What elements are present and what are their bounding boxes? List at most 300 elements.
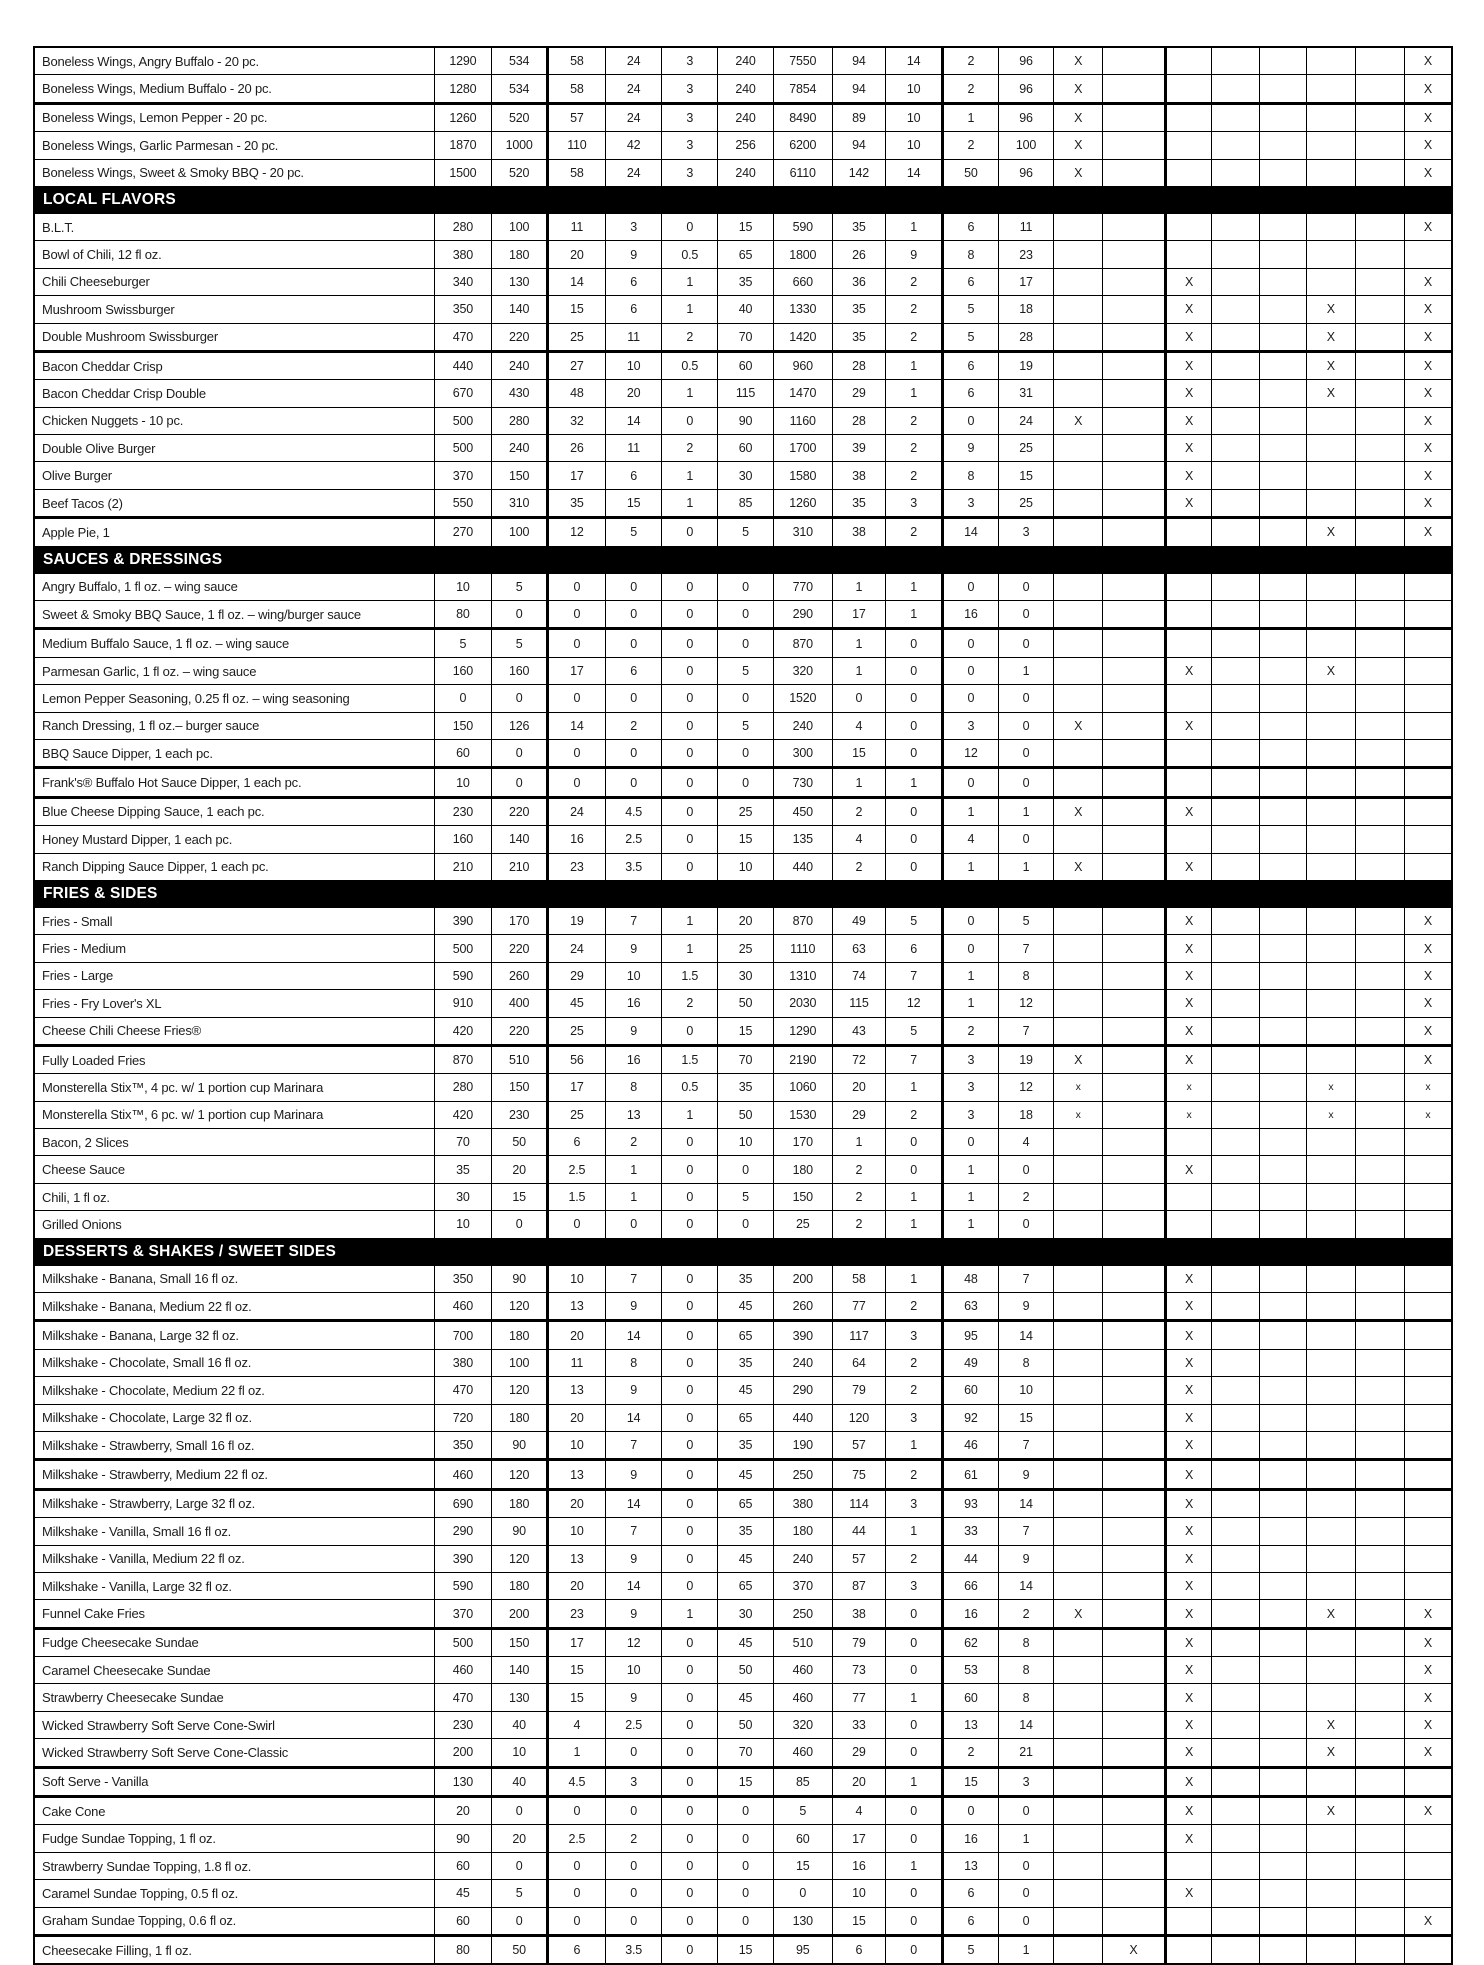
- section-header-row: [34, 546, 1452, 573]
- value-cell-5: 0: [662, 1545, 718, 1572]
- value-cell-11: 0: [998, 601, 1054, 629]
- allergen-cell-8: [1404, 739, 1452, 767]
- value-cell-5: 0: [662, 739, 718, 767]
- value-cell-2: 180: [492, 1321, 548, 1349]
- allergen-cell-6: X: [1306, 323, 1356, 351]
- value-cell-4: 6: [605, 296, 662, 323]
- allergen-cell-4: [1212, 739, 1260, 767]
- value-cell-4: 3.5: [605, 1936, 662, 1965]
- item-name-cell: Fries - Medium: [34, 935, 434, 962]
- value-cell-4: 0: [605, 629, 662, 657]
- allergen-cell-1: [1054, 1767, 1103, 1796]
- value-cell-4: 13: [605, 1101, 662, 1128]
- value-cell-4: 10: [605, 962, 662, 989]
- table-row: [34, 1074, 1452, 1101]
- value-cell-3: 48: [548, 380, 606, 407]
- value-cell-7: 135: [773, 826, 832, 853]
- item-name-cell: Bacon Cheddar Crisp: [34, 351, 434, 379]
- value-cell-4: 0: [605, 685, 662, 712]
- allergen-cell-1: [1054, 489, 1103, 517]
- allergen-cell-4: [1212, 1293, 1260, 1321]
- allergen-cell-2: [1102, 268, 1165, 295]
- value-cell-2: 150: [492, 462, 548, 489]
- allergen-cell-2: [1102, 132, 1165, 159]
- table-row: [34, 826, 1452, 853]
- allergen-cell-7: [1356, 1880, 1405, 1907]
- value-cell-3: 1.5: [548, 1183, 606, 1210]
- allergen-cell-1: X: [1054, 47, 1103, 75]
- value-cell-5: 0: [662, 1739, 718, 1767]
- allergen-cell-7: [1356, 601, 1405, 629]
- value-cell-8: 63: [832, 935, 886, 962]
- value-cell-5: 1.5: [662, 962, 718, 989]
- allergen-cell-1: [1054, 1377, 1103, 1404]
- value-cell-2: 230: [492, 1101, 548, 1128]
- value-cell-11: 0: [998, 573, 1054, 600]
- section-header: DESSERTS & SHAKES / SWEET SIDES: [34, 1238, 1452, 1265]
- value-cell-1: 380: [434, 1349, 492, 1376]
- value-cell-7: 190: [773, 1431, 832, 1459]
- value-cell-8: 0: [832, 685, 886, 712]
- allergen-cell-8: [1404, 712, 1452, 739]
- value-cell-5: 1.5: [662, 1045, 718, 1073]
- value-cell-1: 350: [434, 1431, 492, 1459]
- allergen-cell-3: X: [1165, 712, 1212, 739]
- value-cell-6: 10: [718, 853, 774, 880]
- value-cell-9: 0: [886, 1711, 943, 1738]
- value-cell-9: 1: [886, 1684, 943, 1711]
- value-cell-10: 0: [942, 1129, 998, 1156]
- value-cell-4: 0: [605, 1907, 662, 1935]
- value-cell-6: 25: [718, 935, 774, 962]
- value-cell-6: 0: [718, 1825, 774, 1852]
- value-cell-6: 50: [718, 1711, 774, 1738]
- allergen-cell-3: [1165, 47, 1212, 75]
- value-cell-6: 10: [718, 1129, 774, 1156]
- value-cell-6: 0: [718, 739, 774, 767]
- value-cell-10: 1: [942, 990, 998, 1017]
- allergen-cell-6: [1306, 1211, 1356, 1238]
- allergen-cell-7: [1356, 159, 1405, 186]
- value-cell-5: 1: [662, 489, 718, 517]
- value-cell-7: 660: [773, 268, 832, 295]
- value-cell-1: 270: [434, 518, 492, 546]
- value-cell-11: 15: [998, 1404, 1054, 1431]
- value-cell-1: 470: [434, 1684, 492, 1711]
- allergen-cell-8: X: [1404, 1711, 1452, 1738]
- value-cell-6: 0: [718, 601, 774, 629]
- allergen-cell-1: X: [1054, 132, 1103, 159]
- value-cell-4: 2: [605, 1129, 662, 1156]
- value-cell-7: 440: [773, 853, 832, 880]
- value-cell-10: 0: [942, 573, 998, 600]
- allergen-cell-3: X: [1165, 1431, 1212, 1459]
- value-cell-3: 6: [548, 1936, 606, 1965]
- value-cell-2: 534: [492, 75, 548, 103]
- allergen-cell-3: [1165, 1936, 1212, 1965]
- allergen-cell-4: [1212, 1101, 1260, 1128]
- value-cell-8: 36: [832, 268, 886, 295]
- value-cell-7: 460: [773, 1684, 832, 1711]
- value-cell-10: 6: [942, 380, 998, 407]
- allergen-cell-4: [1212, 1628, 1260, 1656]
- value-cell-3: 25: [548, 323, 606, 351]
- allergen-cell-5: [1259, 657, 1306, 684]
- value-cell-8: 15: [832, 739, 886, 767]
- allergen-cell-7: [1356, 1518, 1405, 1545]
- allergen-cell-7: [1356, 1156, 1405, 1183]
- value-cell-8: 2: [832, 1183, 886, 1210]
- value-cell-2: 5: [492, 573, 548, 600]
- value-cell-10: 0: [942, 629, 998, 657]
- value-cell-8: 1: [832, 573, 886, 600]
- value-cell-2: 210: [492, 853, 548, 880]
- allergen-cell-1: [1054, 629, 1103, 657]
- value-cell-4: 2: [605, 1825, 662, 1852]
- allergen-cell-8: X: [1404, 1045, 1452, 1073]
- value-cell-10: 2: [942, 1739, 998, 1767]
- value-cell-10: 1: [942, 1211, 998, 1238]
- value-cell-2: 180: [492, 1404, 548, 1431]
- allergen-cell-8: X: [1404, 296, 1452, 323]
- value-cell-5: 0: [662, 407, 718, 434]
- allergen-cell-8: [1404, 1156, 1452, 1183]
- allergen-cell-5: [1259, 103, 1306, 131]
- value-cell-6: 0: [718, 1156, 774, 1183]
- value-cell-2: 534: [492, 47, 548, 75]
- value-cell-10: 0: [942, 407, 998, 434]
- value-cell-6: 15: [718, 1767, 774, 1796]
- table-row: [34, 1767, 1452, 1796]
- allergen-cell-8: X: [1404, 103, 1452, 131]
- allergen-cell-7: [1356, 739, 1405, 767]
- value-cell-6: 35: [718, 1518, 774, 1545]
- allergen-cell-3: X: [1165, 380, 1212, 407]
- allergen-cell-5: [1259, 1129, 1306, 1156]
- allergen-cell-7: [1356, 1321, 1405, 1349]
- allergen-cell-6: [1306, 826, 1356, 853]
- allergen-cell-8: X: [1404, 47, 1452, 75]
- allergen-cell-7: [1356, 1936, 1405, 1965]
- allergen-cell-4: [1212, 1404, 1260, 1431]
- value-cell-11: 23: [998, 241, 1054, 268]
- allergen-cell-7: [1356, 1431, 1405, 1459]
- value-cell-7: 730: [773, 768, 832, 797]
- value-cell-5: 0: [662, 1825, 718, 1852]
- value-cell-4: 11: [605, 435, 662, 462]
- value-cell-7: 240: [773, 712, 832, 739]
- item-name-cell: Fully Loaded Fries: [34, 1045, 434, 1073]
- allergen-cell-7: [1356, 1684, 1405, 1711]
- value-cell-5: 0: [662, 518, 718, 546]
- value-cell-2: 520: [492, 103, 548, 131]
- value-cell-3: 32: [548, 407, 606, 434]
- allergen-cell-8: [1404, 1545, 1452, 1572]
- allergen-cell-2: [1102, 241, 1165, 268]
- value-cell-4: 0: [605, 739, 662, 767]
- value-cell-2: 120: [492, 1377, 548, 1404]
- allergen-cell-7: [1356, 712, 1405, 739]
- value-cell-7: 310: [773, 518, 832, 546]
- allergen-cell-4: [1212, 1321, 1260, 1349]
- allergen-cell-5: [1259, 853, 1306, 880]
- value-cell-7: 300: [773, 739, 832, 767]
- value-cell-5: 1: [662, 935, 718, 962]
- allergen-cell-3: X: [1165, 907, 1212, 934]
- value-cell-10: 61: [942, 1460, 998, 1489]
- allergen-cell-8: X: [1404, 1684, 1452, 1711]
- allergen-cell-1: [1054, 1129, 1103, 1156]
- allergen-cell-2: [1102, 1211, 1165, 1238]
- value-cell-5: 3: [662, 132, 718, 159]
- allergen-cell-4: [1212, 518, 1260, 546]
- value-cell-8: 29: [832, 1101, 886, 1128]
- allergen-cell-5: [1259, 1797, 1306, 1825]
- allergen-cell-4: [1212, 1797, 1260, 1825]
- item-name-cell: Funnel Cake Fries: [34, 1600, 434, 1628]
- allergen-cell-4: [1212, 1017, 1260, 1045]
- allergen-cell-4: [1212, 103, 1260, 131]
- allergen-cell-3: [1165, 1129, 1212, 1156]
- allergen-cell-3: X: [1165, 1825, 1212, 1852]
- allergen-cell-8: [1404, 1572, 1452, 1599]
- value-cell-7: 370: [773, 1572, 832, 1599]
- value-cell-6: 0: [718, 1797, 774, 1825]
- allergen-cell-8: [1404, 241, 1452, 268]
- allergen-cell-3: X: [1165, 1156, 1212, 1183]
- value-cell-2: 100: [492, 1349, 548, 1376]
- value-cell-1: 720: [434, 1404, 492, 1431]
- value-cell-6: 0: [718, 1880, 774, 1907]
- allergen-cell-6: [1306, 1880, 1356, 1907]
- table-row: [34, 1825, 1452, 1852]
- allergen-cell-7: [1356, 1460, 1405, 1489]
- allergen-cell-6: [1306, 241, 1356, 268]
- value-cell-9: 0: [886, 1739, 943, 1767]
- value-cell-2: 220: [492, 935, 548, 962]
- allergen-cell-3: [1165, 132, 1212, 159]
- value-cell-4: 16: [605, 1045, 662, 1073]
- allergen-cell-4: [1212, 213, 1260, 240]
- value-cell-10: 60: [942, 1377, 998, 1404]
- value-cell-1: 390: [434, 907, 492, 934]
- allergen-cell-8: X: [1404, 489, 1452, 517]
- value-cell-7: 130: [773, 1907, 832, 1935]
- value-cell-5: 1: [662, 1600, 718, 1628]
- value-cell-2: 10: [492, 1739, 548, 1767]
- allergen-cell-3: X: [1165, 1460, 1212, 1489]
- value-cell-9: 0: [886, 1600, 943, 1628]
- allergen-cell-5: [1259, 1739, 1306, 1767]
- value-cell-4: 7: [605, 1518, 662, 1545]
- allergen-cell-4: [1212, 685, 1260, 712]
- value-cell-10: 66: [942, 1572, 998, 1599]
- allergen-cell-4: [1212, 1684, 1260, 1711]
- allergen-cell-8: X: [1404, 907, 1452, 934]
- value-cell-7: 590: [773, 213, 832, 240]
- value-cell-9: 10: [886, 132, 943, 159]
- value-cell-10: 15: [942, 1767, 998, 1796]
- value-cell-10: 6: [942, 1907, 998, 1935]
- value-cell-2: 50: [492, 1936, 548, 1965]
- allergen-cell-6: [1306, 1183, 1356, 1210]
- allergen-cell-3: X: [1165, 1545, 1212, 1572]
- value-cell-6: 85: [718, 489, 774, 517]
- allergen-cell-6: [1306, 1684, 1356, 1711]
- value-cell-3: 6: [548, 1129, 606, 1156]
- allergen-cell-1: X: [1054, 853, 1103, 880]
- value-cell-6: 20: [718, 907, 774, 934]
- value-cell-1: 30: [434, 1183, 492, 1210]
- allergen-cell-5: [1259, 1880, 1306, 1907]
- allergen-cell-2: [1102, 1321, 1165, 1349]
- allergen-cell-4: [1212, 1600, 1260, 1628]
- value-cell-10: 44: [942, 1545, 998, 1572]
- allergen-cell-5: [1259, 990, 1306, 1017]
- value-cell-1: 210: [434, 853, 492, 880]
- value-cell-3: 20: [548, 241, 606, 268]
- allergen-cell-7: [1356, 657, 1405, 684]
- value-cell-11: 18: [998, 296, 1054, 323]
- allergen-cell-1: [1054, 268, 1103, 295]
- value-cell-3: 1: [548, 1739, 606, 1767]
- item-name-cell: Bacon Cheddar Crisp Double: [34, 380, 434, 407]
- value-cell-11: 0: [998, 739, 1054, 767]
- value-cell-2: 0: [492, 739, 548, 767]
- value-cell-10: 1: [942, 962, 998, 989]
- value-cell-4: 0: [605, 1211, 662, 1238]
- allergen-cell-3: X: [1165, 1797, 1212, 1825]
- value-cell-10: 6: [942, 268, 998, 295]
- item-name-cell: Milkshake - Banana, Medium 22 fl oz.: [34, 1293, 434, 1321]
- value-cell-11: 96: [998, 75, 1054, 103]
- value-cell-5: 0: [662, 1211, 718, 1238]
- value-cell-5: 0: [662, 1936, 718, 1965]
- allergen-cell-4: [1212, 573, 1260, 600]
- allergen-cell-7: [1356, 629, 1405, 657]
- allergen-cell-6: [1306, 1377, 1356, 1404]
- item-name-cell: Olive Burger: [34, 462, 434, 489]
- value-cell-10: 5: [942, 1936, 998, 1965]
- value-cell-11: 1: [998, 1825, 1054, 1852]
- allergen-cell-6: [1306, 1431, 1356, 1459]
- allergen-cell-5: [1259, 1907, 1306, 1935]
- value-cell-11: 0: [998, 1797, 1054, 1825]
- value-cell-1: 60: [434, 739, 492, 767]
- allergen-cell-8: [1404, 1183, 1452, 1210]
- value-cell-4: 9: [605, 935, 662, 962]
- value-cell-9: 2: [886, 435, 943, 462]
- value-cell-9: 0: [886, 1797, 943, 1825]
- allergen-cell-3: X: [1165, 1572, 1212, 1599]
- allergen-cell-2: [1102, 1657, 1165, 1684]
- value-cell-7: 1520: [773, 685, 832, 712]
- value-cell-6: 45: [718, 1293, 774, 1321]
- value-cell-1: 230: [434, 1711, 492, 1738]
- allergen-cell-2: [1102, 75, 1165, 103]
- allergen-cell-4: [1212, 1183, 1260, 1210]
- value-cell-3: 17: [548, 657, 606, 684]
- value-cell-11: 9: [998, 1545, 1054, 1572]
- value-cell-1: 370: [434, 1600, 492, 1628]
- section-header-row: [34, 880, 1452, 907]
- allergen-cell-5: [1259, 323, 1306, 351]
- allergen-cell-5: [1259, 1518, 1306, 1545]
- value-cell-1: 280: [434, 1074, 492, 1101]
- allergen-cell-2: [1102, 47, 1165, 75]
- allergen-cell-3: X: [1165, 268, 1212, 295]
- value-cell-7: 2030: [773, 990, 832, 1017]
- allergen-cell-7: [1356, 685, 1405, 712]
- allergen-cell-5: [1259, 435, 1306, 462]
- allergen-cell-7: [1356, 241, 1405, 268]
- item-name-cell: Fries - Fry Lover's XL: [34, 990, 434, 1017]
- value-cell-2: 50: [492, 1129, 548, 1156]
- value-cell-5: 0.5: [662, 351, 718, 379]
- value-cell-9: 14: [886, 159, 943, 186]
- value-cell-5: 0.5: [662, 241, 718, 268]
- allergen-cell-2: [1102, 1101, 1165, 1128]
- allergen-cell-2: [1102, 1684, 1165, 1711]
- value-cell-6: 65: [718, 241, 774, 268]
- allergen-cell-3: x: [1165, 1101, 1212, 1128]
- value-cell-9: 2: [886, 296, 943, 323]
- value-cell-3: 23: [548, 853, 606, 880]
- table-row: [34, 1600, 1452, 1628]
- allergen-cell-5: [1259, 1045, 1306, 1073]
- allergen-cell-8: [1404, 601, 1452, 629]
- item-name-cell: Cheese Sauce: [34, 1156, 434, 1183]
- allergen-cell-8: X: [1404, 268, 1452, 295]
- allergen-cell-3: [1165, 1852, 1212, 1879]
- value-cell-4: 14: [605, 1404, 662, 1431]
- value-cell-9: 7: [886, 962, 943, 989]
- value-cell-9: 0: [886, 797, 943, 825]
- value-cell-5: 0: [662, 573, 718, 600]
- allergen-cell-6: [1306, 962, 1356, 989]
- value-cell-2: 90: [492, 1265, 548, 1292]
- value-cell-7: 870: [773, 907, 832, 934]
- value-cell-8: 44: [832, 1518, 886, 1545]
- allergen-cell-1: [1054, 1907, 1103, 1935]
- allergen-cell-2: [1102, 601, 1165, 629]
- value-cell-5: 0: [662, 1404, 718, 1431]
- value-cell-9: 2: [886, 462, 943, 489]
- allergen-cell-6: [1306, 489, 1356, 517]
- table-row: [34, 1797, 1452, 1825]
- value-cell-1: 280: [434, 213, 492, 240]
- table-row: [34, 1265, 1452, 1292]
- value-cell-1: 130: [434, 1767, 492, 1796]
- value-cell-6: 90: [718, 407, 774, 434]
- allergen-cell-8: [1404, 797, 1452, 825]
- item-name-cell: Strawberry Cheesecake Sundae: [34, 1684, 434, 1711]
- value-cell-11: 8: [998, 1684, 1054, 1711]
- value-cell-8: 1: [832, 1129, 886, 1156]
- value-cell-3: 0: [548, 1211, 606, 1238]
- value-cell-3: 27: [548, 351, 606, 379]
- allergen-cell-6: [1306, 1045, 1356, 1073]
- allergen-cell-4: [1212, 1852, 1260, 1879]
- value-cell-2: 150: [492, 1074, 548, 1101]
- value-cell-7: 320: [773, 657, 832, 684]
- allergen-cell-5: [1259, 1377, 1306, 1404]
- allergen-cell-4: [1212, 47, 1260, 75]
- allergen-cell-6: [1306, 75, 1356, 103]
- value-cell-5: 0: [662, 1183, 718, 1210]
- table-row: [34, 1156, 1452, 1183]
- value-cell-3: 20: [548, 1321, 606, 1349]
